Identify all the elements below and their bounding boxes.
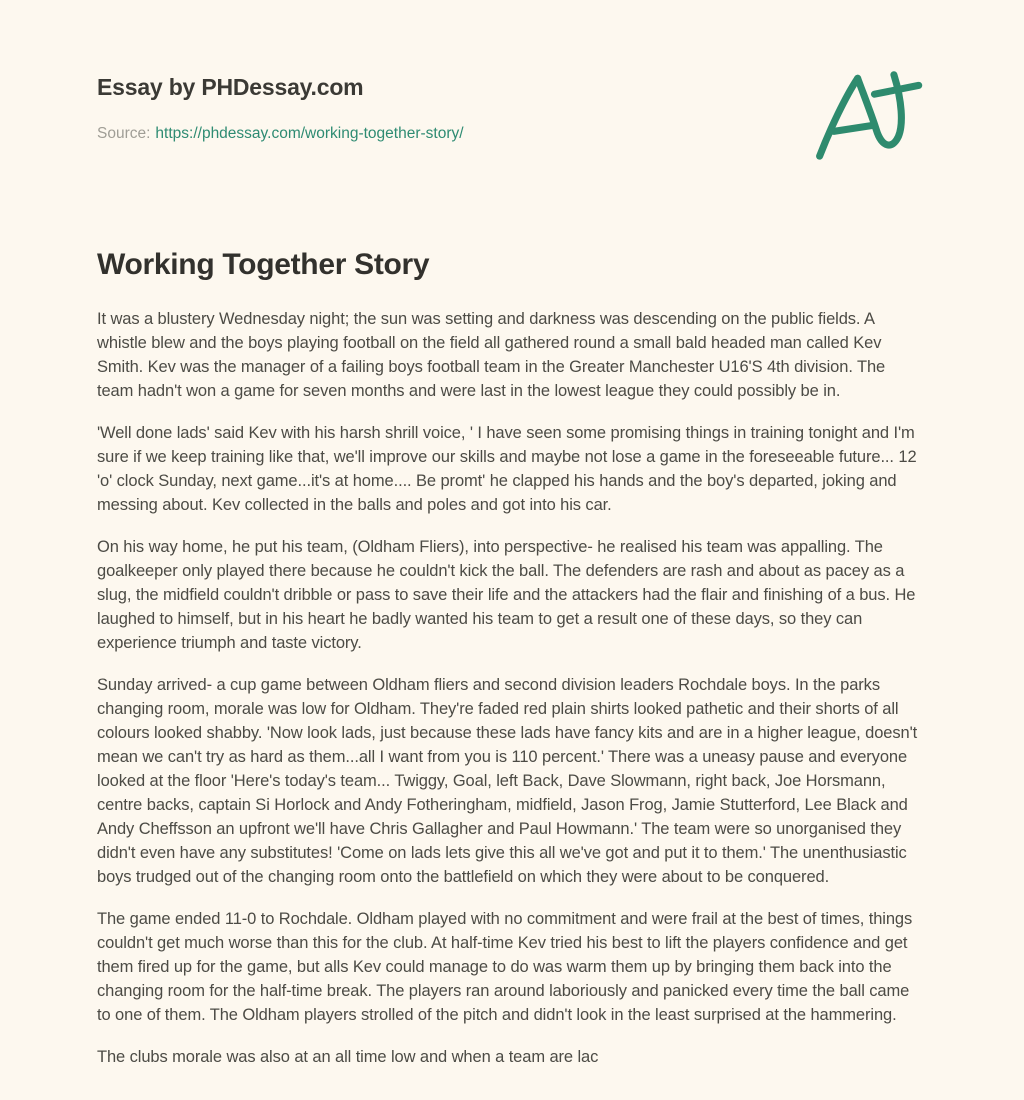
source-url-link[interactable]: https://phdessay.com/working-together-story/ — [155, 125, 464, 142]
essay-paragraph: It was a blustery Wednesday night; the sun was setting and darkness was descending on the public fields. A whistle blew and the boys playing football on the field all gathered round a small bald headed man called Kev Smith. Kev was the manager of a failing boys football team in the Greater Manchester U16'S 4th division. The team hadn't won a game for seven months and were last in the lowest league they could possibly be in. — [97, 310, 886, 400]
essay-paragraph: The game ended 11-0 to Rochdale. Oldham played with no commitment and were frail at the best of times, things couldn't get much worse than this for the club. At half-time Kev tried his best to lift the players confidence and get them fired up for the game, but alls Kev could manage to do was warm them up by bringing them back into the changing room for the half-time break. The players ran around laboriously and panicked every time the ball came to one of them. The Oldham players strolled of the pitch and didn't look in the least surprised at the hammering. — [97, 910, 913, 1024]
source-label: Source: — [97, 125, 151, 142]
essay-paragraph: 'Well done lads' said Kev with his harsh shrill voice, ' I have seen some promising things in training tonight and I'm sure if we keep training like that, we'll improve our skills and maybe not lose a game in the foreseeable future... 12 'o' clock Sunday, next game...it's at home.... Be promt' he clapped his hands and the boy's departed, joking and messing about. Kev collected in the balls and poles and got into his car. — [97, 424, 917, 514]
essay-paragraph: Sunday arrived- a cup game between Oldham fliers and second division leaders Rochdale boys. In the parks changing room, morale was low for Oldham. They're faded red plain shirts looked pathetic and their shorts of all colours looked shabby. 'Now look lads, just because these lads have fancy kits and are in a higher league, doesn't mean we can't try as hard as them...all I want from you is 110 percent.' There was a uneasy pause and everyone looked at the floor 'Here's today's team... Twiggy, Goal, left Back, Dave Slowmann, right back, Joe Horsmann, centre backs, captain Si Horlock and Andy Fotheringham, midfield, Jason Frog, Jamie Stutterford, Lee Black and Andy Cheffsson an upfront we'll have Chris Gallagher and Paul Howmann.' The team were so unorganised they didn't even have any substitutes! 'Come on lads lets give this all we've got and put it to them.' The unenthusiastic boys trudged out of the changing room onto the battlefield on which they were about to be conquered. — [97, 676, 918, 886]
page-header — [97, 72, 924, 163]
header-text-block — [97, 72, 464, 144]
source-line — [97, 124, 464, 144]
essay-paragraph: On his way home, he put his team, (Oldham Fliers), into perspective- he realised his team was appalling. The goalkeeper only played there because he couldn't kick the ball. The defenders are rash and about as pacey as a slug, the midfield couldn't dribble or pass to save their life and the attackers had the flair and finishing of a bus. He laughed to himself, but in his heart he badly wanted his team to get a result one of these days, so they can experience triumph and taste victory. — [97, 538, 916, 652]
a-plus-logo-icon — [809, 67, 924, 163]
essay-body — [97, 307, 924, 1069]
essay-title: Working Together Story — [97, 248, 430, 281]
site-header-title: Essay by PHDessay.com — [97, 74, 364, 100]
essay-paragraph: The clubs morale was also at an all time low and when a team are lac — [97, 1048, 599, 1066]
